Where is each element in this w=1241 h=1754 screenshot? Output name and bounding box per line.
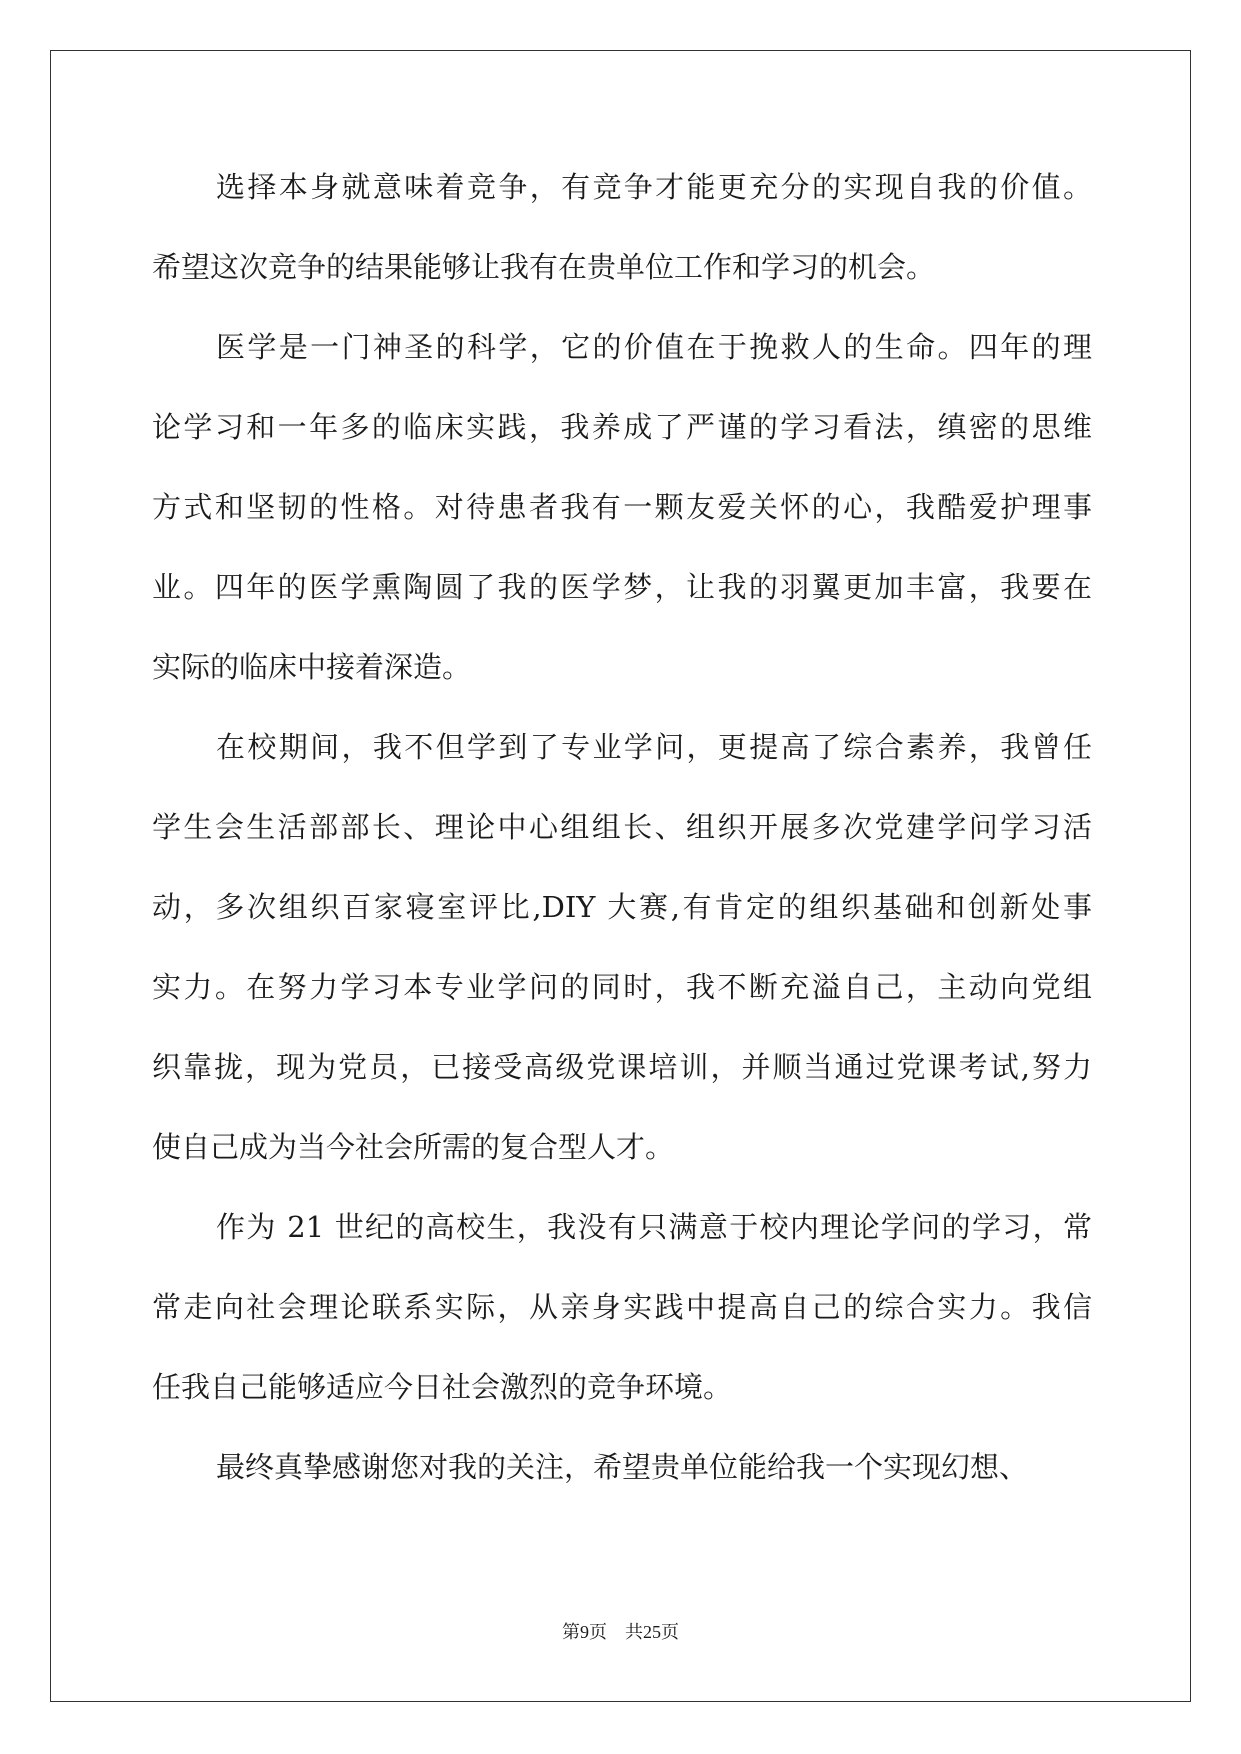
paragraph-4-line-2: 常走向社会理论联系实际，从亲身实践中提高自己的综合实力。我信 bbox=[152, 1290, 1092, 1324]
paragraph-2-line-5: 实际的临床中接着深造。 bbox=[152, 650, 472, 684]
paragraph-3-line-1: 在校期间，我不但学到了专业学问，更提高了综合素养，我曾任 bbox=[216, 730, 1092, 764]
paragraph-3-line-4: 实力。在努力学习本专业学问的同时，我不断充溢自己，主动向党组 bbox=[152, 970, 1092, 1004]
paragraph-1-line-1: 选择本身就意味着竞争，有竞争才能更充分的实现自我的价值。 bbox=[216, 170, 1092, 204]
paragraph-5-line-1: 最终真挚感谢您对我的关注，希望贵单位能给我一个实现幻想、 bbox=[216, 1450, 1029, 1484]
page-prefix: 第 bbox=[562, 1622, 580, 1642]
total-pages: 25 bbox=[643, 1622, 661, 1642]
paragraph-4-line-1: 作为 21 世纪的高校生，我没有只满意于校内理论学问的学习，常 bbox=[216, 1210, 1092, 1244]
paragraph-3-line-3: 动，多次组织百家寝室评比,DIY 大赛,有肯定的组织基础和创新处事 bbox=[152, 890, 1092, 924]
paragraph-3-line-5: 织靠拢，现为党员，已接受高级党课培训，并顺当通过党课考试,努力 bbox=[152, 1050, 1092, 1084]
paragraph-2-line-3: 方式和坚韧的性格。对待患者我有一颗友爱关怀的心，我酷爱护理事 bbox=[152, 490, 1092, 524]
total-prefix: 共 bbox=[625, 1622, 643, 1642]
document-body bbox=[152, 167, 1092, 1527]
paragraph-2-line-1: 医学是一门神圣的科学，它的价值在于挽救人的生命。四年的理 bbox=[216, 330, 1092, 364]
paragraph-2-line-2: 论学习和一年多的临床实践，我养成了严谨的学习看法，缜密的思维 bbox=[152, 410, 1092, 444]
total-suffix: 页 bbox=[661, 1622, 679, 1642]
paragraph-2-line-4: 业。四年的医学熏陶圆了我的医学梦，让我的羽翼更加丰富，我要在 bbox=[152, 570, 1092, 604]
paragraph-1-line-2: 希望这次竞争的结果能够让我有在贵单位工作和学习的机会。 bbox=[152, 250, 936, 284]
page-suffix: 页 bbox=[589, 1622, 607, 1642]
paragraph-3-line-6: 使自己成为当今社会所需的复合型人才。 bbox=[152, 1130, 675, 1164]
page-number: 9 bbox=[580, 1622, 589, 1642]
paragraph-3-line-2: 学生会生活部部长、理论中心组组长、组织开展多次党建学问学习活 bbox=[152, 810, 1092, 844]
page-footer bbox=[0, 1618, 1241, 1644]
paragraph-4-line-3: 任我自己能够适应今日社会激烈的竞争环境。 bbox=[152, 1370, 733, 1404]
